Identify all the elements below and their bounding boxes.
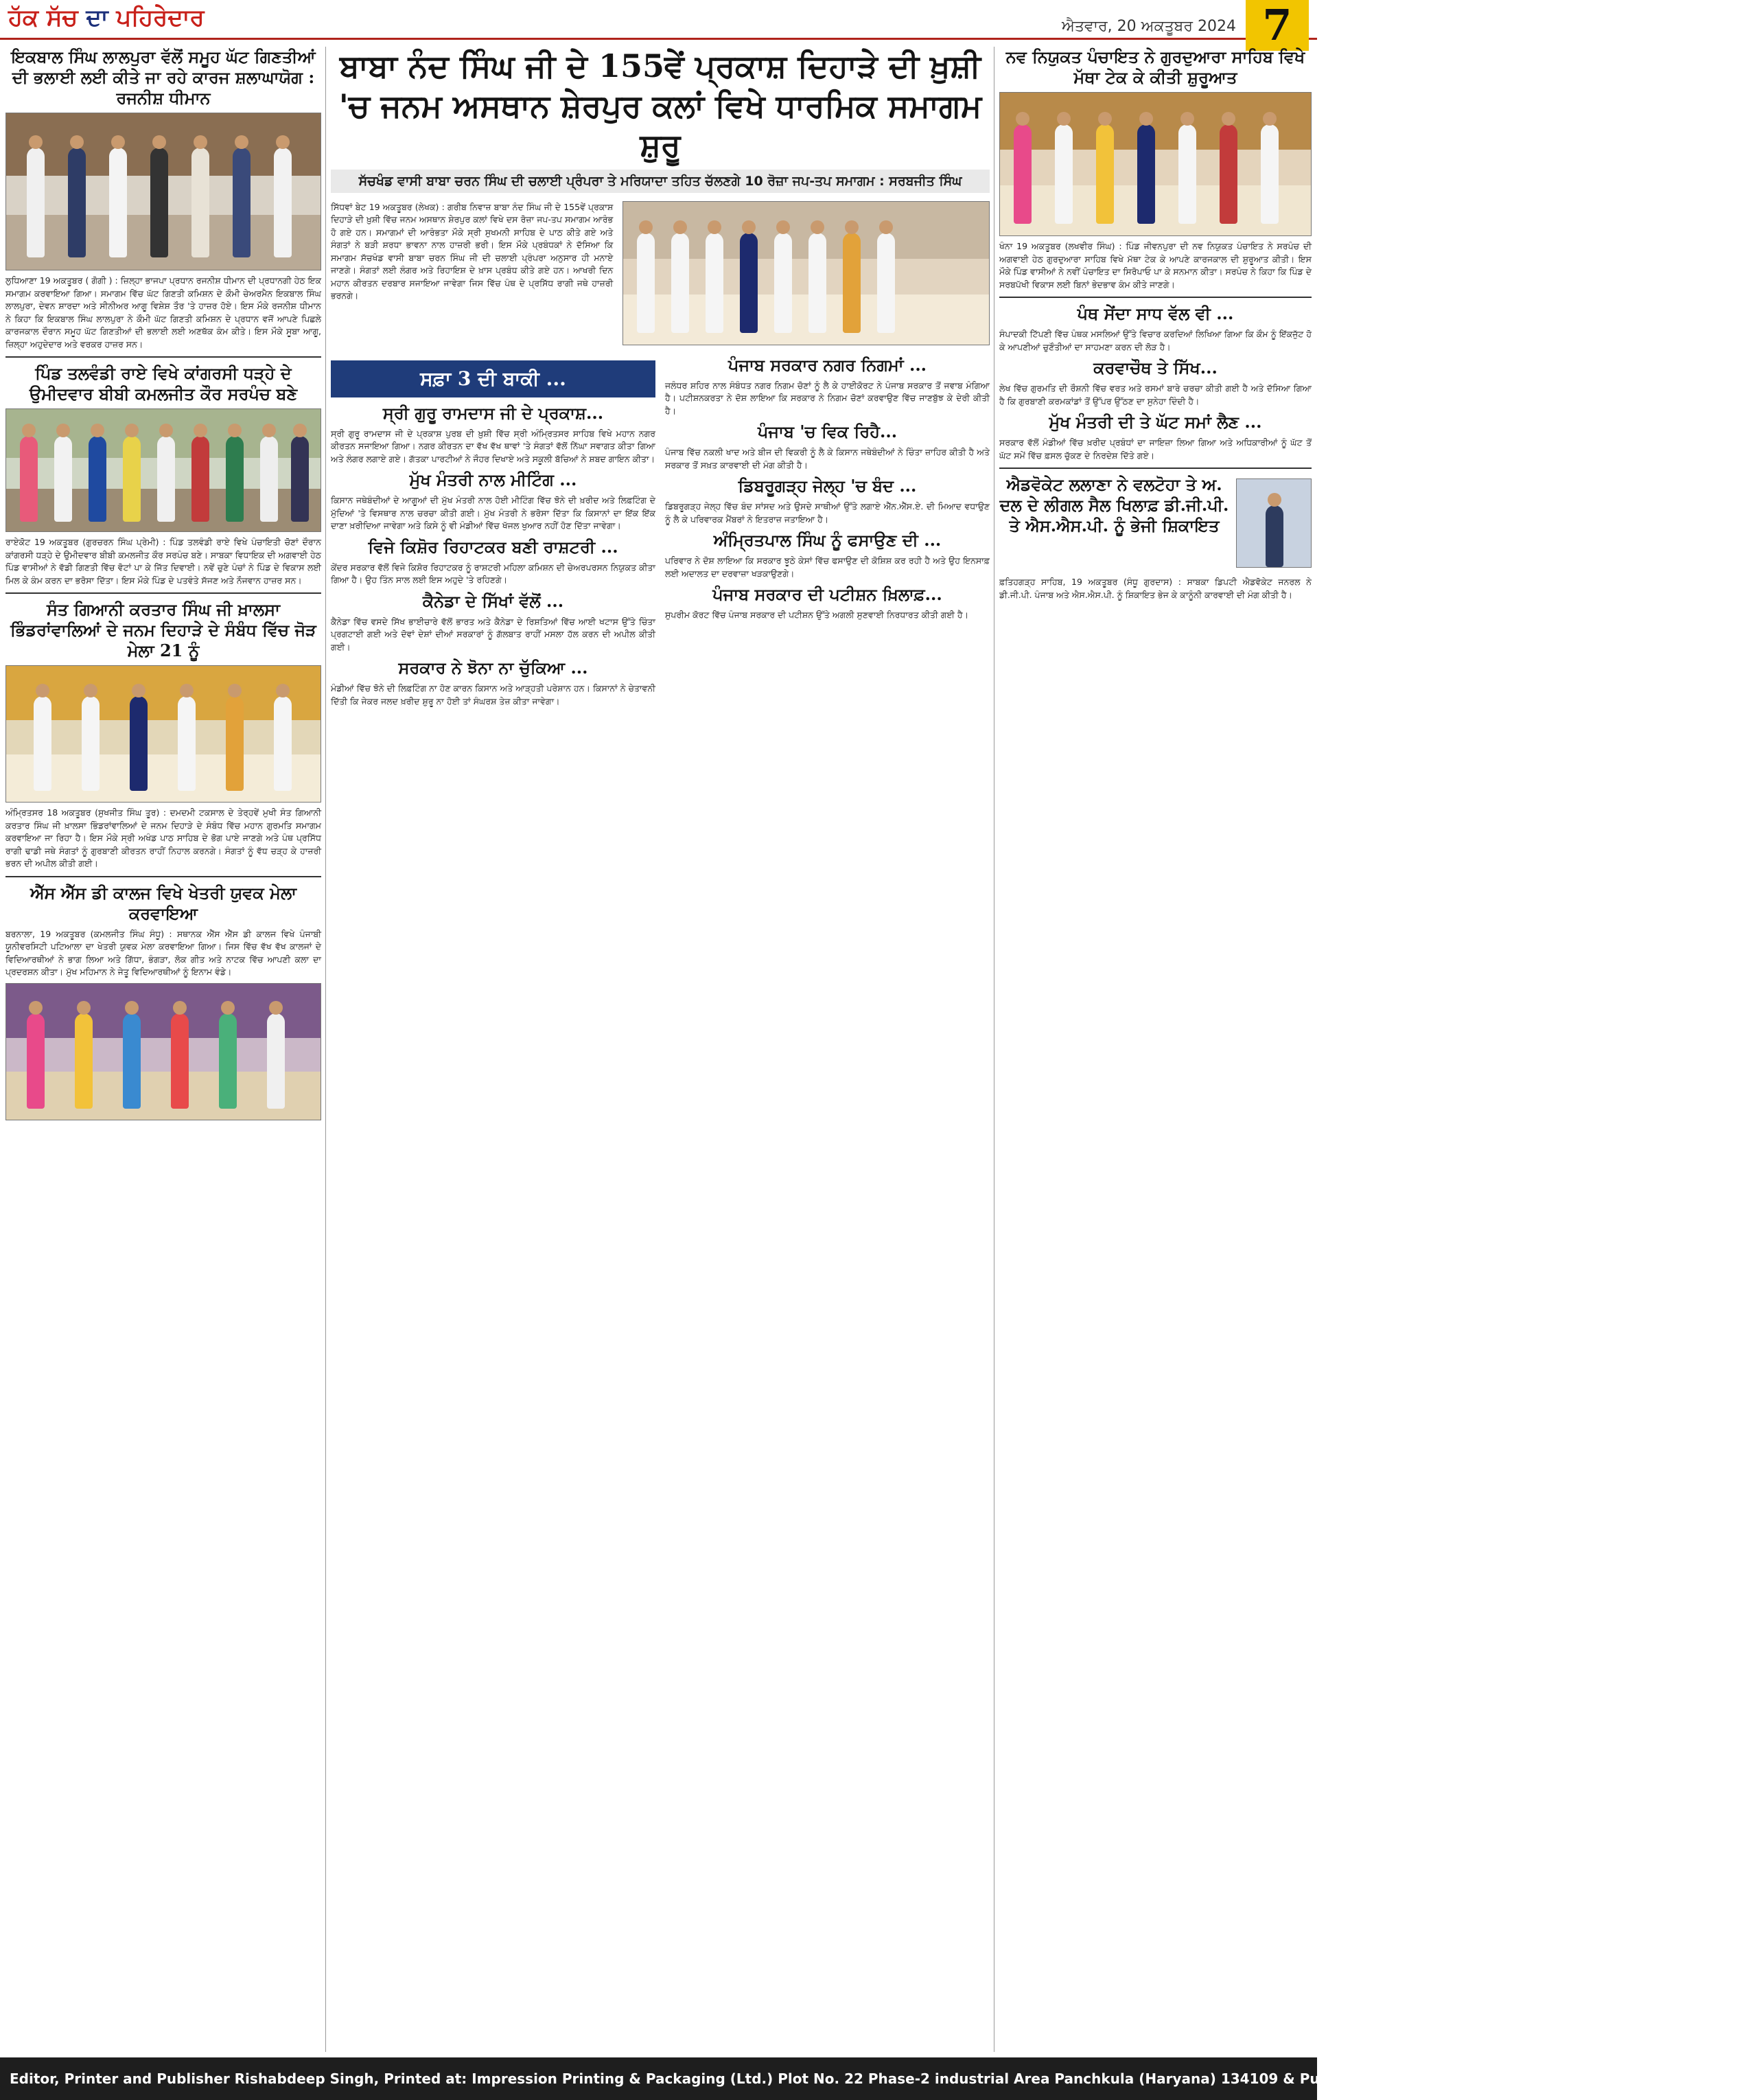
story-photo [5,113,321,270]
column-rule [325,47,326,2052]
story-headline: ਡਿਬਰੂਗੜ੍ਹ ਜੇਲ੍ਹ 'ਚ ਬੰਦ ... [738,476,917,496]
story-headline: ਕਰਵਾਚੌਥ ਤੇ ਸਿੱਖ... [1093,358,1218,378]
story-headline: ਮੁੱਖ ਮੰਤਰੀ ਦੀ ਤੇ ਘੱਟ ਸਮਾਂ ਲੈਣ ... [1049,412,1262,432]
story-body: ਮੰਡੀਆਂ ਵਿੱਚ ਝੋਨੇ ਦੀ ਲਿਫ਼ਟਿੰਗ ਨਾ ਹੋਣ ਕਾਰਨ ਕਿਸਾਨ ਅਤੇ ਆੜ੍ਹਤੀ ਪਰੇਸ਼ਾਨ ਹਨ। ਕਿਸਾਨਾਂ ਨੇ ਚੇਤਾਵਨੀ ਦਿੱਤੀ ਕਿ ਜੇਕਰ ਜਲਦ ਖ਼ਰੀਦ ਸ਼ੁਰੂ ਨਾ ਹੋਈ ਤਾਂ ਸੰਘਰਸ਼ ਤੇਜ਼ ਕੀਤਾ ਜਾਵੇਗਾ। [331,683,655,706]
story-headline: ਪੰਜਾਬ ਸਰਕਾਰ ਨਗਰ ਨਿਗਮਾਂ ... [728,354,927,375]
right-column [999,47,1312,2052]
story-headline: ਮੁੱਖ ਮੰਤਰੀ ਨਾਲ ਮੀਟਿੰਗ ... [409,470,577,489]
story-body: ਲੁਧਿਆਣਾ 19 ਅਕਤੂਬਰ ( ਗੋਗੀ ) : ਜ਼ਿਲ੍ਹਾ ਭਾਜਪਾ ਪ੍ਰਧਾਨ ਰਜਨੀਸ਼ ਧੀਮਾਨ ਦੀ ਪ੍ਰਧਾਨਗੀ ਹੇਠ ਇਕ ਸਮਾਗਮ ਕਰਵਾਇਆ ਗਿਆ। ਸਮਾਗਮ ਵਿੱਚ ਘੱਟ ਗਿਣਤੀ ਕਮਿਸ਼ਨ ਦੇ ਕੌਮੀ ਚੇਅਰਮੈਨ ਇਕਬਾਲ ਸਿੰਘ ਲਾਲਪੁਰਾ, ਦੇਵਨ ਸ਼ਾਰਦਾ ਅਤੇ ਸੀਨੀਅਰ ਆਗੂ ਵਿਸ਼ੇਸ਼ ਤੌਰ 'ਤੇ ਹਾਜ਼ਰ ਹੋਏ। ਇਸ ਮੌਕੇ ਰਜਨੀਸ਼ ਧੀਮਾਨ ਨੇ ਕਿਹਾ ਕਿ ਇਕਬਾਲ ਸਿੰਘ ਲਾਲਪੁਰਾ ਨੇ ਕੌਮੀ ਘੱਟ ਗਿਣਤੀ ਕਮਿਸ਼ਨ ਦੇ ਪ੍ਰਧਾਨ ਵਜੋਂ ਆਪਣੇ ਪਿਛਲੇ ਕਾਰਜਕਾਲ ਦੌਰਾਨ ਸਮੂਹ ਘੱਟ ਗਿਣਤੀਆਂ ਦੀ ਭਲਾਈ ਲਈ ਅਣਥੱਕ ਕੰਮ ਕੀਤੇ। ਇਸ ਮੌਕੇ ਸੂਬਾ ਆਗੂ, ਜ਼ਿਲ੍ਹਾ ਅਹੁਦੇਦਾਰ ਅਤੇ ਵਰਕਰ ਹਾਜ਼ਰ ਸਨ। [5,275,321,349]
story-headline: ਐਡਵੋਕੇਟ ਲਲਾਣਾ ਨੇ ਵਲਟੋਹਾ ਤੇ ਅ. ਦਲ ਦੇ ਲੀਗਲ ਸੈਲ ਖਿਲਾਫ਼ ਡੀ.ਜੀ.ਪੀ. ਤੇ ਐਸ.ਐਸ.ਪੀ. ਨੂੰ ਭੇਜੀ ਸ਼ਿਕਾਇਤ [999,474,1229,535]
story-body: ਕੈਨੇਡਾ ਵਿੱਚ ਵਸਦੇ ਸਿੱਖ ਭਾਈਚਾਰੇ ਵੱਲੋਂ ਭਾਰਤ ਅਤੇ ਕੈਨੇਡਾ ਦੇ ਰਿਸ਼ਤਿਆਂ ਵਿੱਚ ਆਈ ਖਟਾਸ ਉੱਤੇ ਚਿੰਤਾ ਪ੍ਰਗਟਾਈ ਗਈ ਅਤੇ ਦੋਵਾਂ ਦੇਸ਼ਾਂ ਦੀਆਂ ਸਰਕਾਰਾਂ ਨੂੰ ਗੱਲਬਾਤ ਰਾਹੀਂ ਮਸਲਾ ਹੱਲ ਕਰਨ ਦੀ ਅਪੀਲ ਕੀਤੀ ਗਈ। [331,616,655,652]
story-body: ਫ਼ਤਿਹਗੜ੍ਹ ਸਾਹਿਬ, 19 ਅਕਤੂਬਰ (ਸੰਧੂ ਗੁਰਦਾਸ) : ਸਾਬਕਾ ਡਿਪਟੀ ਐਡਵੋਕੇਟ ਜਨਰਲ ਨੇ ਡੀ.ਜੀ.ਪੀ. ਪੰਜਾਬ ਅਤੇ ਐਸ.ਐਸ.ਪੀ. ਨੂੰ ਸ਼ਿਕਾਇਤ ਭੇਜ ਕੇ ਕਾਨੂੰਨੀ ਕਾਰਵਾਈ ਦੀ ਮੰਗ ਕੀਤੀ ਹੈ। [999,577,1312,600]
portrait-photo [1236,478,1312,568]
dateline: ਐਤਵਾਰ, 20 ਅਕਤੂਬਰ 2024 [1062,18,1236,35]
story-body: ਪੰਜਾਬ ਵਿੱਚ ਨਕਲੀ ਖਾਦ ਅਤੇ ਬੀਜ ਦੀ ਵਿਕਰੀ ਨੂੰ ਲੈ ਕੇ ਕਿਸਾਨ ਜਥੇਬੰਦੀਆਂ ਨੇ ਚਿੰਤਾ ਜ਼ਾਹਿਰ ਕੀਤੀ ਹੈ ਅਤੇ ਸਰਕਾਰ ਤੋਂ ਸਖ਼ਤ ਕਾਰਵਾਈ ਦੀ ਮੰਗ ਕੀਤੀ ਹੈ। [665,447,990,470]
logo-part-2: ਦਾ [86,4,117,32]
story-body: ਬਰਨਾਲਾ, 19 ਅਕਤੂਬਰ (ਕਮਲਜੀਤ ਸਿੰਘ ਸੰਧੂ) : ਸਥਾਨਕ ਐੱਸ ਐੱਸ ਡੀ ਕਾਲਜ ਵਿਖੇ ਪੰਜਾਬੀ ਯੂਨੀਵਰਸਿਟੀ ਪਟਿਆਲਾ ਦਾ ਖੇਤਰੀ ਯੁਵਕ ਮੇਲਾ ਕਰਵਾਇਆ ਗਿਆ। ਜਿਸ ਵਿੱਚ ਵੱਖ ਵੱਖ ਕਾਲਜਾਂ ਦੇ ਵਿਦਿਆਰਥੀਆਂ ਨੇ ਭਾਗ ਲਿਆ ਅਤੇ ਗਿੱਧਾ, ਭੰਗੜਾ, ਲੋਕ ਗੀਤ ਅਤੇ ਨਾਟਕ ਵਿੱਚ ਆਪਣੀ ਕਲਾ ਦਾ ਪ੍ਰਦਰਸ਼ਨ ਕੀਤਾ। ਮੁੱਖ ਮਹਿਮਾਨ ਨੇ ਜੇਤੂ ਵਿਦਿਆਰਥੀਆਂ ਨੂੰ ਇਨਾਮ ਵੰਡੇ। [5,928,321,977]
story-headline: ਪਿੰਡ ਤਲਵੰਡੀ ਰਾਏ ਵਿਖੇ ਕਾਂਗਰਸੀ ਧੜ੍ਹੇ ਦੇ ਉਮੀਦਵਾਰ ਬੀਬੀ ਕਮਲਜੀਤ ਕੌਰ ਸਰਪੰਚ ਬਣੇ [29,363,298,404]
story-photo [5,983,321,1120]
story-headline: ਪੰਥ ਸੇਂਦਾ ਸਾਧ ਵੱਲ ਵੀ ... [1077,303,1234,323]
story-photo [5,408,321,532]
middle-column [331,47,990,2052]
page-number: 7 [1246,0,1309,51]
story-headline: ਐੱਸ ਐੱਸ ਡੀ ਕਾਲਜ ਵਿਖੇ ਖੇਤਰੀ ਯੁਵਕ ਮੇਲਾ ਕਰਵਾਇਆ [30,882,297,923]
story-headline: ਵਿਜੇ ਕਿਸ਼ੋਰ ਰਿਹਾਟਕਰ ਬਣੀ ਰਾਸ਼ਟਰੀ ... [368,536,618,557]
story-body: ਡਿਬਰੂਗੜ੍ਹ ਜੇਲ੍ਹ ਵਿੱਚ ਬੰਦ ਸਾਂਸਦ ਅਤੇ ਉਸਦੇ ਸਾਥੀਆਂ ਉੱਤੇ ਲਗਾਏ ਐੱਨ.ਐੱਸ.ਏ. ਦੀ ਮਿਆਦ ਵਧਾਉਣ ਨੂੰ ਲੈ ਕੇ ਪਰਿਵਾਰਕ ਮੈਂਬਰਾਂ ਨੇ ਇਤਰਾਜ਼ ਜਤਾਇਆ ਹੈ। [665,501,990,524]
story-headline: ਪੰਜਾਬ 'ਚ ਵਿਕ ਰਿਹੈ... [757,422,898,441]
masthead [0,0,1317,40]
story-body: ਸੰਪਾਦਕੀ ਟਿੱਪਣੀ ਵਿੱਚ ਪੰਥਕ ਮਸਲਿਆਂ ਉੱਤੇ ਵਿਚਾਰ ਕਰਦਿਆਂ ਲਿਖਿਆ ਗਿਆ ਕਿ ਕੌਮ ਨੂੰ ਇੱਕਜੁੱਟ ਹੋ ਕੇ ਆਪਣੀਆਂ ਚੁਣੌਤੀਆਂ ਦਾ ਸਾਹਮਣਾ ਕਰਨ ਦੀ ਲੋੜ ਹੈ। [999,329,1312,352]
story-photo [5,665,321,803]
story-headline: ਸਰਕਾਰ ਨੇ ਝੋਨਾ ਨਾ ਚੁੱਕਿਆ ... [398,658,588,678]
divider [999,297,1312,298]
story-headline: ਇਕਬਾਲ ਸਿੰਘ ਲਾਲਪੁਰਾ ਵੱਲੋਂ ਸਮੂਹ ਘੱਟ ਗਿਣਤੀਆਂ ਦੀ ਭਲਾਈ ਲਈ ਕੀਤੇ ਜਾ ਰਹੇ ਕਾਰਜ ਸ਼ਲਾਘਾਯੋਗ : ਰਜਨੀਸ਼ ਧੀਮਾਨ [11,47,316,108]
section-banner: ਸਫ਼ਾ 3 ਦੀ ਬਾਕੀ ... [331,360,655,397]
lead-photo [622,201,990,345]
story-headline: ਅੰਮ੍ਰਿਤਪਾਲ ਸਿੰਘ ਨੂੰ ਫਸਾਉਣ ਦੀ ... [713,530,942,550]
story-photo [999,92,1312,236]
story-body: ਪਰਿਵਾਰ ਨੇ ਦੋਸ਼ ਲਾਇਆ ਕਿ ਸਰਕਾਰ ਝੂਠੇ ਕੇਸਾਂ ਵਿੱਚ ਫਸਾਉਣ ਦੀ ਕੋਸ਼ਿਸ਼ ਕਰ ਰਹੀ ਹੈ ਅਤੇ ਉਹ ਇਨਸਾਫ਼ ਲਈ ਅਦਾਲਤ ਦਾ ਦਰਵਾਜ਼ਾ ਖੜਕਾਉਣਗੇ। [665,555,990,579]
left-column [5,47,321,2052]
story-headline: ਸ੍ਰੀ ਗੁਰੂ ਰਾਮਦਾਸ ਜੀ ਦੇ ਪ੍ਰਕਾਸ਼... [382,402,604,423]
divider [5,592,321,594]
story-headline: ਨਵ ਨਿਯੁਕਤ ਪੰਚਾਇਤ ਨੇ ਗੁਰਦੁਆਰਾ ਸਾਹਿਬ ਵਿਖੇ ਮੱਥਾ ਟੇਕ ਕੇ ਕੀਤੀ ਸ਼ੁਰੂਆਤ [1005,47,1305,87]
divider [5,356,321,358]
story-body: ਸੁਪਰੀਮ ਕੋਰਟ ਵਿੱਚ ਪੰਜਾਬ ਸਰਕਾਰ ਦੀ ਪਟੀਸ਼ਨ ਉੱਤੇ ਅਗਲੀ ਸੁਣਵਾਈ ਨਿਰਧਾਰਤ ਕੀਤੀ ਗਈ ਹੈ। [665,610,969,620]
story-body: ਕੇਂਦਰ ਸਰਕਾਰ ਵੱਲੋਂ ਵਿਜੇ ਕਿਸ਼ੋਰ ਰਿਹਾਟਕਰ ਨੂੰ ਰਾਸ਼ਟਰੀ ਮਹਿਲਾ ਕਮਿਸ਼ਨ ਦੀ ਚੇਅਰਪਰਸਨ ਨਿਯੁਕਤ ਕੀਤਾ ਗਿਆ ਹੈ। ਉਹ ਤਿੰਨ ਸਾਲ ਲਈ ਇਸ ਅਹੁਦੇ 'ਤੇ ਰਹਿਣਗੇ। [331,562,655,585]
lead-body: ਸਿੱਧਵਾਂ ਬੇਟ 19 ਅਕਤੂਬਰ (ਲੇਖਕ) : ਗਰੀਬ ਨਿਵਾਜ਼ ਬਾਬਾ ਨੰਦ ਸਿੰਘ ਜੀ ਦੇ 155ਵੇਂ ਪ੍ਰਕਾਸ਼ ਦਿਹਾੜੇ ਦੀ ਖ਼ੁਸ਼ੀ ਵਿੱਚ ਜਨਮ ਅਸਥਾਨ ਸ਼ੇਰਪੁਰ ਕਲਾਂ ਵਿਖੇ ਦਸ ਰੋਜ਼ਾ ਜਪ-ਤਪ ਸਮਾਗਮ ਆਰੰਭ ਹੋ ਗਏ ਹਨ। ਸਮਾਗਮਾਂ ਦੀ ਆਰੰਭਤਾ ਮੌਕੇ ਸ੍ਰੀ ਸੁਖਮਨੀ ਸਾਹਿਬ ਦੇ ਪਾਠ ਕੀਤੇ ਗਏ ਅਤੇ ਸੰਗਤਾਂ ਨੇ ਬੜੀ ਸ਼ਰਧਾ ਭਾਵਨਾ ਨਾਲ ਹਾਜ਼ਰੀ ਭਰੀ। ਇਸ ਮੌਕੇ ਪ੍ਰਬੰਧਕਾਂ ਨੇ ਦੱਸਿਆ ਕਿ ਸਮਾਗਮ ਸੱਚਖੰਡ ਵਾਸੀ ਬਾਬਾ ਚਰਨ ਸਿੰਘ ਜੀ ਦੀ ਚਲਾਈ ਪ੍ਰੰਪਰਾ ਅਨੁਸਾਰ ਹੀ ਮਨਾਏ ਜਾਣਗੇ। ਸੰਗਤਾਂ ਲਈ ਲੰਗਰ ਅਤੇ ਰਿਹਾਇਸ਼ ਦੇ ਖ਼ਾਸ ਪ੍ਰਬੰਧ ਕੀਤੇ ਗਏ ਹਨ। ਆਖਰੀ ਦਿਨ ਮਹਾਨ ਕੀਰਤਨ ਦਰਬਾਰ ਸਜਾਇਆ ਜਾਵੇਗਾ ਜਿਸ ਵਿੱਚ ਪੰਥ ਦੇ ਪ੍ਰਸਿੱਧ ਰਾਗੀ ਜਥੇ ਹਾਜ਼ਰੀ ਭਰਨਗੇ। [331,201,614,301]
story-body: ਜਲੰਧਰ ਸ਼ਹਿਰ ਨਾਲ ਸੰਬੰਧਤ ਨਗਰ ਨਿਗਮ ਚੋਣਾਂ ਨੂੰ ਲੈ ਕੇ ਹਾਈਕੋਰਟ ਨੇ ਪੰਜਾਬ ਸਰਕਾਰ ਤੋਂ ਜਵਾਬ ਮੰਗਿਆ ਹੈ। ਪਟੀਸ਼ਨਕਰਤਾ ਨੇ ਦੋਸ਼ ਲਾਇਆ ਕਿ ਸਰਕਾਰ ਨੇ ਨਿਗਮ ਚੋਣਾਂ ਕਰਵਾਉਣ ਵਿੱਚ ਜਾਣਬੁੱਝ ਕੇ ਦੇਰੀ ਕੀਤੀ ਹੈ। [665,380,990,416]
story-headline: ਪੰਜਾਬ ਸਰਕਾਰ ਦੀ ਪਟੀਸ਼ਨ ਖ਼ਿਲਾਫ਼... [712,584,942,604]
story-body: ਰਾਏਕੋਟ 19 ਅਕਤੂਬਰ (ਗੁਰਚਰਨ ਸਿੰਘ ਪ੍ਰੇਮੀ) : ਪਿੰਡ ਤਲਵੰਡੀ ਰਾਏ ਵਿਖੇ ਪੰਚਾਇਤੀ ਚੋਣਾਂ ਦੌਰਾਨ ਕਾਂਗਰਸੀ ਧੜ੍ਹੇ ਦੇ ਉਮੀਦਵਾਰ ਬੀਬੀ ਕਮਲਜੀਤ ਕੌਰ ਸਰਪੰਚ ਬਣੇ। ਸਾਬਕਾ ਵਿਧਾਇਕ ਦੀ ਅਗਵਾਈ ਹੇਠ ਪਿੰਡ ਵਾਸੀਆਂ ਨੇ ਵੱਡੀ ਗਿਣਤੀ ਵਿੱਚ ਵੋਟਾਂ ਪਾ ਕੇ ਜਿੱਤ ਦਿਵਾਈ। ਨਵੇਂ ਚੁਣੇ ਪੰਚਾਂ ਨੇ ਪਿੰਡ ਦੇ ਵਿਕਾਸ ਲਈ ਮਿਲ ਕੇ ਕੰਮ ਕਰਨ ਦਾ ਭਰੋਸਾ ਦਿੱਤਾ। ਇਸ ਮੌਕੇ ਪਿੰਡ ਦੇ ਪਤਵੰਤੇ ਸੱਜਣ ਅਤੇ ਨੌਜਵਾਨ ਹਾਜ਼ਰ ਸਨ। [5,537,321,586]
divider [5,876,321,877]
lead-headline: ਬਾਬਾ ਨੰਦ ਸਿੰਘ ਜੀ ਦੇ 155ਵੇਂ ਪ੍ਰਕਾਸ਼ ਦਿਹਾੜੇ ਦੀ ਖ਼ੁਸ਼ੀ 'ਚ ਜਨਮ ਅਸਥਾਨ ਸ਼ੇਰਪੁਰ ਕਲਾਂ ਵਿਖੇ ਧਾਰਮਿਕ ਸਮਾਗਮ ਸ਼ੁਰੂ [338,47,982,163]
story-body: ਖੰਨਾ 19 ਅਕਤੂਬਰ (ਲਖਵੀਰ ਸਿੰਘ) : ਪਿੰਡ ਜੀਵਨਪੁਰਾ ਦੀ ਨਵ ਨਿਯੁਕਤ ਪੰਚਾਇਤ ਨੇ ਸਰਪੰਚ ਦੀ ਅਗਵਾਈ ਹੇਠ ਗੁਰਦੁਆਰਾ ਸਾਹਿਬ ਵਿਖੇ ਮੱਥਾ ਟੇਕ ਕੇ ਆਪਣੇ ਕਾਰਜਕਾਲ ਦੀ ਸ਼ੁਰੂਆਤ ਕੀਤੀ। ਇਸ ਮੌਕੇ ਪਿੰਡ ਵਾਸੀਆਂ ਨੇ ਨਵੀਂ ਪੰਚਾਇਤ ਦਾ ਸਿਰੋਪਾਓ ਪਾ ਕੇ ਸਨਮਾਨ ਕੀਤਾ। ਸਰਪੰਚ ਨੇ ਕਿਹਾ ਕਿ ਪਿੰਡ ਦੇ ਸਰਬਪੱਖੀ ਵਿਕਾਸ ਲਈ ਬਿਨਾਂ ਭੇਦਭਾਵ ਕੰਮ ਕੀਤੇ ਜਾਣਗੇ। [999,241,1312,290]
lead-subhead: ਸੱਚਖੰਡ ਵਾਸੀ ਬਾਬਾ ਚਰਨ ਸਿੰਘ ਦੀ ਚਲਾਈ ਪ੍ਰੰਪਰਾ ਤੇ ਮਰਿਯਾਦਾ ਤਹਿਤ ਚੱਲਣਗੇ 10 ਰੋਜ਼ਾ ਜਪ-ਤਪ ਸਮਾਗਮ : ਸਰਬਜੀਤ ਸਿੰਘ [331,170,990,193]
divider [999,468,1312,469]
story-headline: ਕੈਨੇਡਾ ਦੇ ਸਿੱਖਾਂ ਵੱਲੋਂ ... [422,590,564,611]
story-body: ਅੰਮ੍ਰਿਤਸਰ 18 ਅਕਤੂਬਰ (ਸੁਖਜੀਤ ਸਿੰਘ ਤੂਰ) : ਦਮਦਮੀ ਟਕਸਾਲ ਦੇ ਤੇਰ੍ਹਵੇਂ ਮੁਖੀ ਸੰਤ ਗਿਆਨੀ ਕਰਤਾਰ ਸਿੰਘ ਜੀ ਖ਼ਾਲਸਾ ਭਿੰਡਰਾਂਵਾਲਿਆਂ ਦੇ ਜਨਮ ਦਿਹਾੜੇ ਦੇ ਸੰਬੰਧ ਵਿੱਚ ਮਹਾਨ ਗੁਰਮਤਿ ਸਮਾਗਮ ਕਰਵਾਇਆ ਜਾ ਰਿਹਾ ਹੈ। ਇਸ ਮੌਕੇ ਸ੍ਰੀ ਅਖੰਡ ਪਾਠ ਸਾਹਿਬ ਦੇ ਭੋਗ ਪਾਏ ਜਾਣਗੇ ਅਤੇ ਪੰਥ ਪ੍ਰਸਿੱਧ ਰਾਗੀ ਢਾਡੀ ਜਥੇ ਸੰਗਤਾਂ ਨੂੰ ਗੁਰਬਾਣੀ ਕੀਰਤਨ ਰਾਹੀਂ ਨਿਹਾਲ ਕਰਨਗੇ। ਸੰਗਤਾਂ ਨੂੰ ਵੱਧ ਚੜ੍ਹ ਕੇ ਹਾਜ਼ਰੀ ਭਰਨ ਦੀ ਅਪੀਲ ਕੀਤੀ ਗਈ। [5,807,321,868]
story-body: ਸਰਕਾਰ ਵੱਲੋਂ ਮੰਡੀਆਂ ਵਿੱਚ ਖ਼ਰੀਦ ਪ੍ਰਬੰਧਾਂ ਦਾ ਜਾਇਜ਼ਾ ਲਿਆ ਗਿਆ ਅਤੇ ਅਧਿਕਾਰੀਆਂ ਨੂੰ ਘੱਟ ਤੋਂ ਘੱਟ ਸਮੇਂ ਵਿੱਚ ਫ਼ਸਲ ਚੁੱਕਣ ਦੇ ਨਿਰਦੇਸ਼ ਦਿੱਤੇ ਗਏ। [999,437,1312,461]
story-body: ਲੇਖ ਵਿੱਚ ਗੁਰਮਤਿ ਦੀ ਰੌਸ਼ਨੀ ਵਿੱਚ ਵਰਤ ਅਤੇ ਰਸਮਾਂ ਬਾਰੇ ਚਰਚਾ ਕੀਤੀ ਗਈ ਹੈ ਅਤੇ ਦੱਸਿਆ ਗਿਆ ਹੈ ਕਿ ਗੁਰਬਾਣੀ ਕਰਮਕਾਂਡਾਂ ਤੋਂ ਉੱਪਰ ਉੱਠਣ ਦਾ ਸੁਨੇਹਾ ਦਿੰਦੀ ਹੈ। [999,383,1312,406]
story-body: ਸ੍ਰੀ ਗੁਰੂ ਰਾਮਦਾਸ ਜੀ ਦੇ ਪ੍ਰਕਾਸ਼ ਪੁਰਬ ਦੀ ਖ਼ੁਸ਼ੀ ਵਿੱਚ ਸ੍ਰੀ ਅੰਮ੍ਰਿਤਸਰ ਸਾਹਿਬ ਵਿਖੇ ਮਹਾਨ ਨਗਰ ਕੀਰਤਨ ਸਜਾਇਆ ਗਿਆ। ਨਗਰ ਕੀਰਤਨ ਦਾ ਵੱਖ ਵੱਖ ਥਾਵਾਂ 'ਤੇ ਸੰਗਤਾਂ ਵੱਲੋਂ ਨਿੱਘਾ ਸਵਾਗਤ ਕੀਤਾ ਗਿਆ ਅਤੇ ਲੰਗਰ ਲਗਾਏ ਗਏ। ਗੱਤਕਾ ਪਾਰਟੀਆਂ ਨੇ ਜੌਹਰ ਦਿਖਾਏ ਅਤੇ ਸਕੂਲੀ ਬੱਚਿਆਂ ਨੇ ਸ਼ਬਦ ਗਾਇਨ ਕੀਤਾ। [331,428,655,464]
story-body: ਕਿਸਾਨ ਜਥੇਬੰਦੀਆਂ ਦੇ ਆਗੂਆਂ ਦੀ ਮੁੱਖ ਮੰਤਰੀ ਨਾਲ ਹੋਈ ਮੀਟਿੰਗ ਵਿੱਚ ਝੋਨੇ ਦੀ ਖ਼ਰੀਦ ਅਤੇ ਲਿਫ਼ਟਿੰਗ ਦੇ ਮੁੱਦਿਆਂ 'ਤੇ ਵਿਸਥਾਰ ਨਾਲ ਚਰਚਾ ਕੀਤੀ ਗਈ। ਮੁੱਖ ਮੰਤਰੀ ਨੇ ਭਰੋਸਾ ਦਿੱਤਾ ਕਿ ਕਿਸਾਨਾਂ ਦਾ ਇੱਕ ਇੱਕ ਦਾਣਾ ਖ਼ਰੀਦਿਆ ਜਾਵੇਗਾ ਅਤੇ ਕਿਸੇ ਨੂੰ ਵੀ ਮੰਡੀਆਂ ਵਿੱਚ ਖੱਜਲ ਖੁਆਰ ਨਹੀਂ ਹੋਣ ਦਿੱਤਾ ਜਾਵੇਗਾ। [331,495,655,531]
imprint-footer: Editor, Printer and Publisher Rishabdeep Singh, Printed at: Impression Printing & Packaging (Ltd.) Plot No. 22 Phase-2 industrial Area Panchkula (Haryana) 134109 & Published From 3223, First Floor, Sector-35D, Chandigarh [0,2057,1317,2100]
logo-part-1: ਹੱਕ ਸੱਚ [8,4,86,32]
newspaper-logo [8,4,205,32]
logo-part-3: ਪਹਿਰੇਦਾਰ [116,4,205,32]
story-headline: ਸੰਤ ਗਿਆਨੀ ਕਰਤਾਰ ਸਿੰਘ ਜੀ ਖ਼ਾਲਸਾ ਭਿੰਡਰਾਂਵਾਲਿਆਂ ਦੇ ਜਨਮ ਦਿਹਾੜੇ ਦੇ ਸੰਬੰਧ ਵਿੱਚ ਜੋੜ ਮੇਲਾ 21 ਨੂੰ [10,599,316,660]
